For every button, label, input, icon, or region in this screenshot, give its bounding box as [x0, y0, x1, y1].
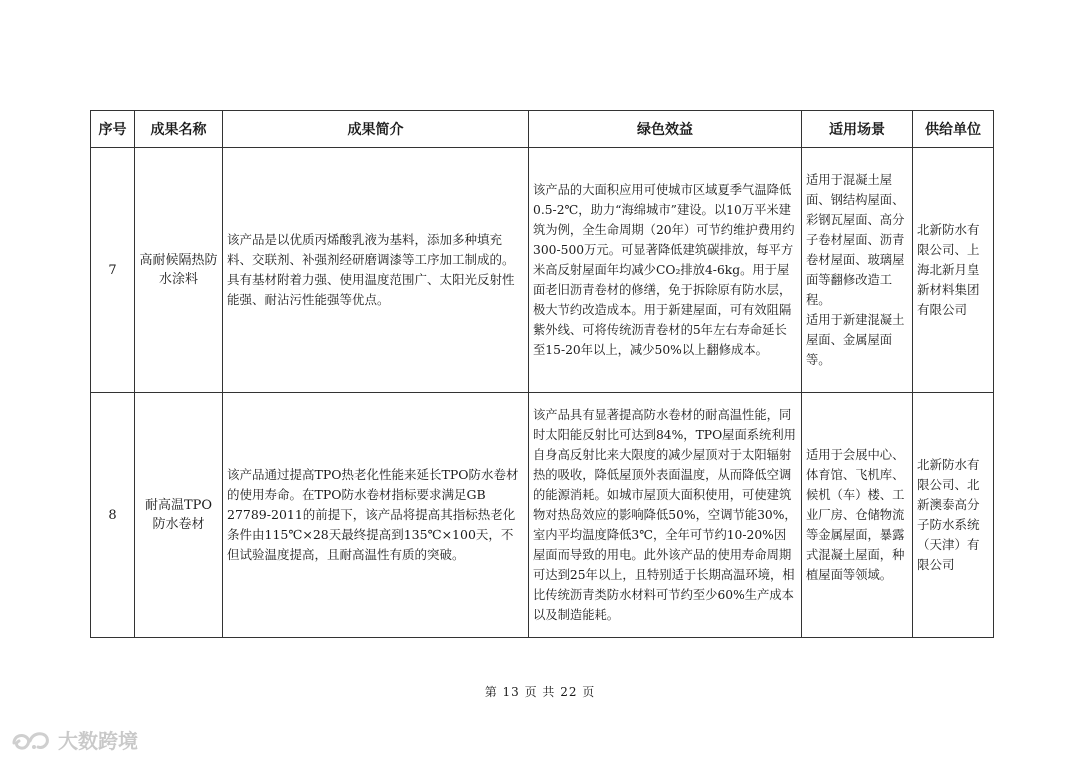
- header-scene: 适用场景: [802, 111, 913, 148]
- row-green: 该产品的大面积应用可使城市区域夏季气温降低0.5-2℃，助力“海绵城市”建设。以10万平米建筑为例，全生命周期（20年）可节约维护费用约300-500万元。可显著降低建筑碳排放，每平方米高反射屋面年均减少CO₂排放4-6kg。用于屋面老旧沥青卷材的修缮，免于拆除原有防水层，极大节约改造成本。用于新建屋面，可有效阻隔紫外线、可将传统沥青卷材的5年左右寿命延长至15-20年以上，减少50%以上翻修成本。: [529, 148, 802, 393]
- table-row: [91, 148, 994, 393]
- row-no: 7: [91, 148, 135, 393]
- watermark-logo-icon: [10, 727, 52, 753]
- header-brief: 成果简介: [223, 111, 529, 148]
- watermark: [10, 725, 138, 754]
- row-name: 耐高温TPO防水卷材: [135, 393, 223, 638]
- header-green: 绿色效益: [529, 111, 802, 148]
- row-green: 该产品具有显著提高防水卷材的耐高温性能，同时太阳能反射比可达到84%，TPO屋面系统利用自身高反射比来大限度的减少屋顶对于太阳辐射热的吸收，降低屋顶外表面温度，从而降低空调的能源消耗。如城市屋顶大面积使用，可使建筑物对热岛效应的影响降低50%，空调节能30%，室内平均温度降低3℃，全年可节约10-20%因屋面而导致的用电。此外该产品的使用寿命周期可达到25年以上，且特别适于长期高温环境，相比传统沥青类防水材料可节约至少60%生产成本以及制造能耗。: [529, 393, 802, 638]
- row-name: 高耐候隔热防水涂料: [135, 148, 223, 393]
- table-header-row: [91, 111, 994, 148]
- results-table: [90, 110, 994, 638]
- header-no: 序号: [91, 111, 135, 148]
- row-no: 8: [91, 393, 135, 638]
- row-scene: [802, 393, 913, 638]
- watermark-text: 大数跨境: [58, 729, 138, 753]
- header-supplier: 供给单位: [913, 111, 994, 148]
- table-row: [91, 393, 994, 638]
- scene-paragraph: 适用于混凝土屋面、钢结构屋面、彩钢瓦屋面、高分子卷材屋面、沥青卷材屋面、玻璃屋面等翻修改造工程。: [806, 173, 905, 307]
- row-supplier: 北新防水有限公司、北新澳泰高分子防水系统（天津）有限公司: [913, 393, 994, 638]
- row-brief: 该产品通过提高TPO热老化性能来延长TPO防水卷材的使用寿命。在TPO防水卷材指标要求满足GB 27789-2011的前提下，该产品将提高其指标热老化条件由115℃×28天最终提高到135℃×100天，不但试验温度提高，且耐高温性有质的突破。: [223, 393, 529, 638]
- page-footer: 第 13 页 共 22 页: [484, 685, 596, 699]
- scene-paragraph: 适用于会展中心、体育馆、飞机库、候机（车）楼、工业厂房、仓储物流等金属屋面，暴露式混凝土屋面，种植屋面等领域。: [806, 448, 905, 582]
- row-brief: 该产品是以优质丙烯酸乳液为基料，添加多种填充料、交联剂、补强剂经研磨调漆等工序加工制成的。具有基材附着力强、使用温度范围广、太阳光反射性能强、耐沾污性能强等优点。: [223, 148, 529, 393]
- scene-paragraph: 适用于新建混凝土屋面、金属屋面等。: [806, 313, 905, 367]
- row-scene: [802, 148, 913, 393]
- row-supplier: 北新防水有限公司、上海北新月皇新材料集团有限公司: [913, 148, 994, 393]
- header-name: 成果名称: [135, 111, 223, 148]
